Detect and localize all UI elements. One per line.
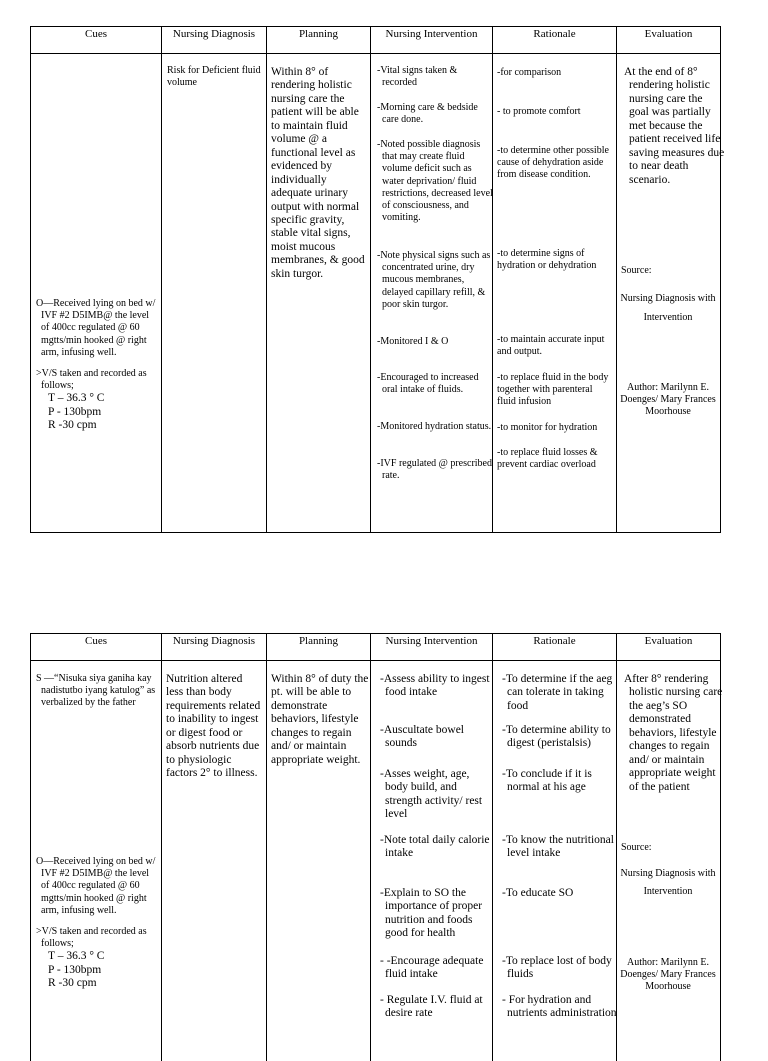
rationale-cell	[493, 54, 617, 533]
rationale-item: -To determine if the aeg can tolerate in taking food	[499, 673, 621, 713]
evaluation-text: At the end of 8° rendering holistic nursing care the goal was partially met because the patient received life saving measures due to near death scenario.	[621, 66, 725, 187]
objective-cue: O—Received lying on bed w/ IVF #2 D5IMB@ the level of 400cc regulated @ 60 mgtts/min hooked @ right arm, infusing well.	[33, 856, 157, 917]
intervention-item: -Morning care & bedside care done.	[374, 102, 494, 126]
table-row	[31, 54, 721, 533]
header-nursing-intervention: Nursing Intervention	[371, 27, 493, 54]
header-planning: Planning	[267, 634, 371, 661]
header-planning: Planning	[267, 27, 371, 54]
diagnosis-text: Risk for Deficient fluid volume	[167, 65, 261, 89]
diagnosis-text: Nutrition altered less than body requirements related to inability to ingest or digest food or absorb nutrients due to physiologic factors 2° to illness.	[166, 673, 262, 781]
rationale-item: -To determine ability to digest (peristalsis)	[499, 724, 621, 751]
care-plan-table-1	[30, 26, 721, 533]
vs-resp: R -30 cpm	[33, 977, 157, 990]
intervention-item: -Assess ability to ingest food intake	[377, 673, 495, 700]
vs-pulse: P - 130bpm	[33, 964, 157, 977]
intervention-item: -Monitored I & O	[374, 336, 494, 348]
intervention-item: - -Encourage adequate fluid intake	[377, 955, 495, 982]
source-author: Author: Marilynn E. Doenges/ Mary Frances Moorhouse	[619, 957, 717, 994]
header-rationale: Rationale	[493, 27, 617, 54]
rationale-item: -for comparison	[497, 67, 613, 79]
header-evaluation: Evaluation	[617, 27, 721, 54]
header-nursing-diagnosis: Nursing Diagnosis	[162, 634, 267, 661]
rationale-item: -to maintain accurate input and output.	[497, 334, 613, 358]
evaluation-cell	[617, 661, 721, 1061]
source-label: Source:	[621, 265, 717, 277]
header-row	[31, 27, 721, 54]
vs-intro: >V/S taken and recorded as follows;	[33, 926, 157, 950]
planning-text: Within 8° of duty the pt. will be able to demonstrate behaviors, lifestyle changes to regain and/ or maintain appropriate weight.	[271, 673, 369, 767]
source-title: Nursing Diagnosis with Intervention	[619, 290, 717, 327]
intervention-cell	[371, 54, 493, 533]
header-evaluation: Evaluation	[617, 634, 721, 661]
intervention-item: -Note total daily calorie intake	[377, 834, 495, 861]
subjective-cue: S —“Nisuka siya ganiha kay nadistutbo iyang katulog” as verbalized by the father	[33, 673, 165, 710]
vs-temp: T – 36.3 ° C	[33, 392, 157, 405]
rationale-item: -To educate SO	[499, 887, 621, 900]
rationale-item: -to monitor for hydration	[497, 422, 613, 434]
intervention-item: -Auscultate bowel sounds	[377, 724, 495, 751]
planning-cell	[267, 661, 371, 1061]
rationale-item: -To conclude if it is normal at his age	[499, 768, 621, 795]
table-row	[31, 661, 721, 1061]
header-cues: Cues	[31, 27, 162, 54]
intervention-item: -Encouraged to increased oral intake of fluids.	[374, 372, 494, 396]
vs-intro: >V/S taken and recorded as follows;	[33, 368, 157, 392]
intervention-item: -Monitored hydration status.	[374, 421, 494, 433]
vs-resp: R -30 cpm	[33, 419, 157, 432]
intervention-item: -Explain to SO the importance of proper nutrition and foods good for health	[377, 887, 495, 941]
header-cues: Cues	[31, 634, 162, 661]
source-label: Source:	[621, 842, 717, 854]
rationale-cell	[493, 661, 617, 1061]
diagnosis-cell	[162, 661, 267, 1061]
intervention-item: -IVF regulated @ prescribed rate.	[374, 458, 494, 482]
intervention-item: -Asses weight, age, body build, and strength activity/ rest level	[377, 768, 495, 822]
source-author: Author: Marilynn E. Doenges/ Mary Frances Moorhouse	[619, 382, 717, 419]
header-rationale: Rationale	[493, 634, 617, 661]
intervention-cell	[371, 661, 493, 1061]
diagnosis-cell	[162, 54, 267, 533]
vs-temp: T – 36.3 ° C	[33, 950, 157, 963]
intervention-item: -Vital signs taken & recorded	[374, 65, 494, 89]
rationale-item: - to promote comfort	[497, 106, 613, 118]
planning-text: Within 8° of rendering holistic nursing care the patient will be able to maintain fluid volume @ a functional level as evidenced by individually adequate urinary output with normal specific gravity, stable vital signs, moist mucous membranes, & good skin turgor.	[271, 66, 369, 281]
header-row	[31, 634, 721, 661]
header-nursing-intervention: Nursing Intervention	[371, 634, 493, 661]
cues-cell	[31, 54, 162, 533]
planning-cell	[267, 54, 371, 533]
intervention-item: - Regulate I.V. fluid at desire rate	[377, 994, 495, 1021]
rationale-item: -to replace fluid losses & prevent cardiac overload	[497, 447, 613, 471]
cues-cell	[31, 661, 162, 1061]
rationale-item: -to determine other possible cause of dehydration aside from disease condition.	[497, 145, 613, 182]
source-title: Nursing Diagnosis with Intervention	[619, 865, 717, 901]
intervention-item: -Noted possible diagnosis that may create fluid volume deficit such as water deprivation/ fluid restrictions, decreased level of consciousness, and vomiting.	[374, 139, 494, 224]
header-nursing-diagnosis: Nursing Diagnosis	[162, 27, 267, 54]
evaluation-text: After 8° rendering holistic nursing care the aeg’s SO demonstrated behaviors, lifestyle changes to regain and/ or maintain appropriate weight of the patient	[621, 673, 725, 794]
evaluation-cell	[617, 54, 721, 533]
vs-pulse: P - 130bpm	[33, 406, 157, 419]
rationale-item: -To know the nutritional level intake	[499, 834, 621, 861]
rationale-item: - For hydration and nutrients administration	[499, 994, 621, 1021]
intervention-item: -Note physical signs such as concentrated urine, dry mucous membranes, delayed capillary refill, & poor skin turgor.	[374, 250, 494, 311]
care-plan-table-2	[30, 633, 721, 1061]
rationale-item: -to replace fluid in the body together with parenteral fluid infusion	[497, 372, 613, 409]
objective-cue: O—Received lying on bed w/ IVF #2 D5IMB@ the level of 400cc regulated @ 60 mgtts/min hooked @ right arm, infusing well.	[33, 298, 157, 359]
rationale-item: -to determine signs of hydration or dehydration	[497, 248, 613, 272]
rationale-item: -To replace lost of body fluids	[499, 955, 621, 982]
